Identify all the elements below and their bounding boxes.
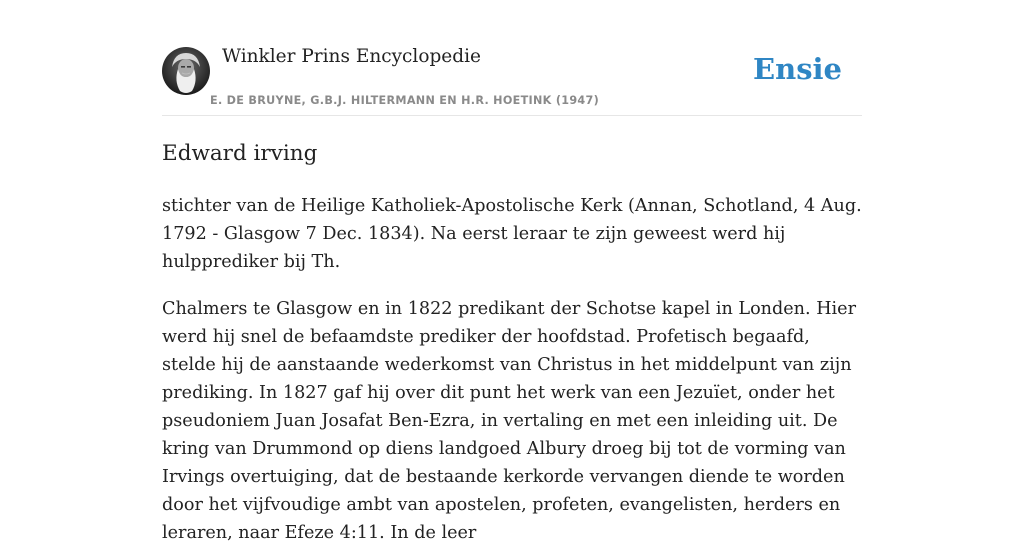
source-authors: E. DE BRUYNE, G.B.J. HILTERMANN EN H.R. HOETINK (1947)	[210, 94, 599, 107]
article-title: Edward irving	[162, 141, 318, 166]
article-paragraph: Chalmers te Glasgow en in 1822 predikant der Schotse kapel in Londen. Hier werd hij snel de befaamdste prediker der hoofdstad. Profetisch begaafd, stelde hij de aanstaande wederkomst van Christus in het middelpunt van zijn prediking. In 1827 gaf hij over dit punt het werk van een Jezuïet, onder het pseudoniem Juan Josafat Ben-Ezra, in vertaling en met een inleiding uit. De kring van Drummond op diens landgoed Albury droeg bij tot de vorming van Irvings overtuiging, dat de bestaande kerkorde vervangen diende te worden door het vijfvoudige ambt van apostelen, profeten, evangelisten, herders en leraren, naar Efeze 4:11. In de leer	[162, 299, 856, 543]
ensie-logo[interactable]: Ensie	[753, 52, 842, 86]
source-title[interactable]: Winkler Prins Encyclopedie	[222, 46, 481, 67]
source-header	[162, 0, 862, 116]
bearded-man-portrait-icon[interactable]	[162, 47, 210, 95]
article-paragraph: stichter van de Heilige Katholiek-Apostolische Kerk (Annan, Schotland, 4 Aug. 1792 - Glasgow 7 Dec. 1834). Na eerst leraar te zijn geweest werd hij hulpprediker bij Th.	[162, 196, 862, 272]
article	[162, 138, 862, 547]
